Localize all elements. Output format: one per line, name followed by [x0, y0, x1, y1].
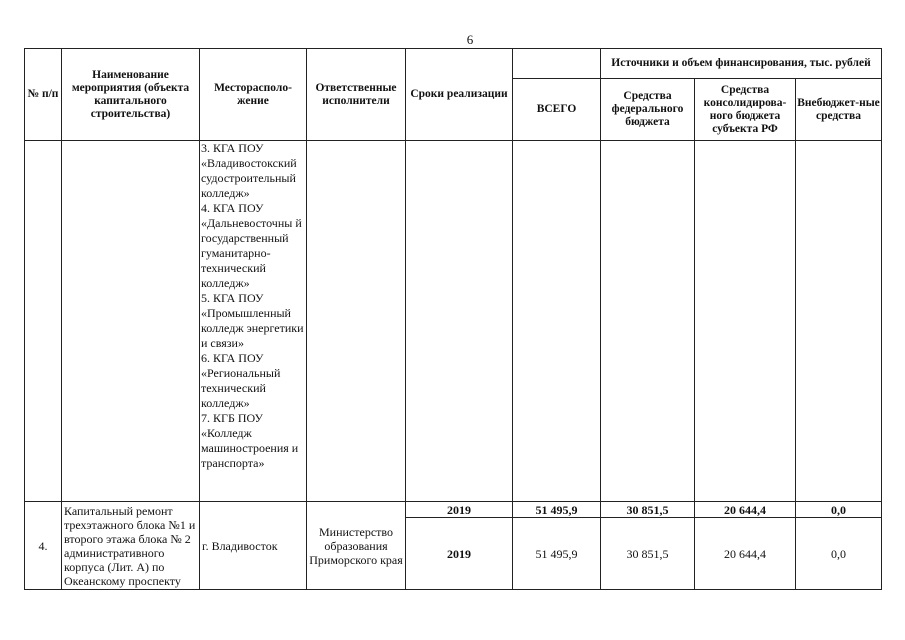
- row4-detail-total: 51 495,9: [513, 518, 601, 590]
- header-total: ВСЕГО: [513, 79, 601, 141]
- row4-num: 4.: [25, 502, 62, 590]
- row4-executors: Министерство образования Приморского края: [307, 502, 406, 590]
- header-federal: Средства федерального бюджета: [601, 79, 695, 141]
- location-item: 4. КГА ПОУ «Дальневосточны й государственный гуманитарно-технический колледж»: [201, 201, 302, 290]
- row4-detail-extrabudget: 0,0: [796, 518, 882, 590]
- location-item: 7. КГБ ПОУ «Колледж машиностроения и транспорта»: [201, 411, 299, 470]
- header-name: Наименование мероприятия (объекта капитального строительства): [62, 49, 200, 141]
- location-item: 3. КГА ПОУ «Владивостокский судостроительный колледж»: [201, 141, 297, 200]
- row4-summary-extrabudget: 0,0: [796, 502, 882, 518]
- cont-name-cell: [62, 141, 200, 502]
- row4-summary: [25, 502, 882, 518]
- header-funding-group: Источники и объем финансирования, тыс. рублей: [601, 49, 882, 79]
- header-blank: [513, 49, 601, 79]
- header-location: Месторасполо-жение: [200, 49, 307, 141]
- page-number: 6: [466, 32, 474, 47]
- continuation-row: [25, 141, 882, 502]
- row4-summary-consolidated: 20 644,4: [695, 502, 796, 518]
- header-executors: Ответственные исполнители: [307, 49, 406, 141]
- continued-locations-cell: [200, 141, 307, 502]
- row4-detail-federal: 30 851,5: [601, 518, 695, 590]
- row4-summary-federal: 30 851,5: [601, 502, 695, 518]
- location-item: 5. КГА ПОУ «Промышленный колледж энергетики и связи»: [201, 291, 304, 350]
- location-item: 6. КГА ПОУ «Региональный технический колледж»: [201, 351, 281, 410]
- header-terms: Сроки реализации: [406, 49, 513, 141]
- financing-table: [24, 48, 882, 590]
- row4-detail-year: 2019: [406, 518, 513, 590]
- row4-summary-year: 2019: [406, 502, 513, 518]
- row4-summary-total: 51 495,9: [513, 502, 601, 518]
- header-extrabudget: Внебюджет-ные средства: [796, 79, 882, 141]
- row4-location: г. Владивосток: [200, 502, 307, 590]
- header-consolidated: Средства консолидирова-ного бюджета субъекта РФ: [695, 79, 796, 141]
- row4-name: Капитальный ремонт трехэтажного блока №1 и второго этажа блока № 2 административного корпуса (Лит. А) по Океанскому проспекту: [62, 502, 200, 590]
- cont-num-cell: [25, 141, 62, 502]
- header-num: № п/п: [25, 49, 62, 141]
- row4-detail-consolidated: 20 644,4: [695, 518, 796, 590]
